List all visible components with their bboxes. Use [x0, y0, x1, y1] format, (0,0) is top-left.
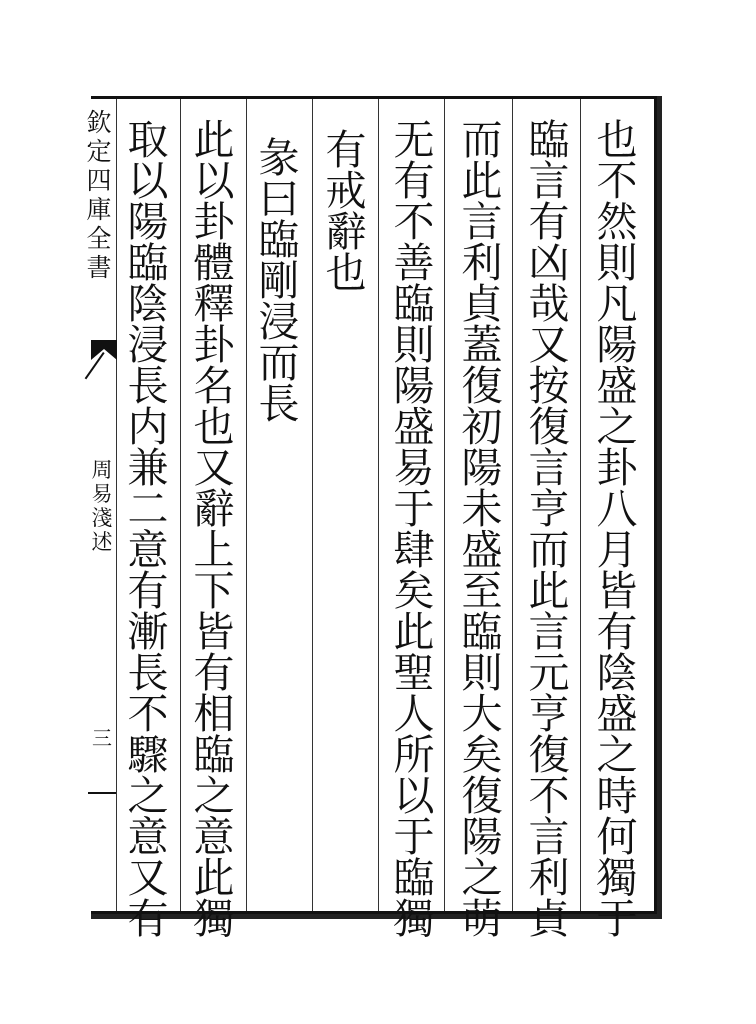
text-char: 貞 [461, 280, 503, 328]
text-char: 利 [528, 854, 570, 902]
text-char: 之 [127, 772, 169, 820]
text-char: 于 [393, 813, 435, 861]
text-char: 善 [393, 239, 435, 287]
text-char: 也 [325, 249, 367, 297]
text-char: 曰 [258, 175, 300, 223]
text-char: 聖 [393, 649, 435, 697]
text-char: 辭 [325, 208, 367, 256]
text-char: 按 [528, 362, 570, 410]
text-char: 戒 [325, 167, 367, 215]
text-char: 凡 [596, 280, 638, 328]
text-char: 此 [193, 854, 235, 902]
text-char: 意 [127, 526, 169, 574]
text-char: 凶 [528, 239, 570, 287]
text-char: 何 [596, 813, 638, 861]
text-char: 漸 [127, 608, 169, 656]
text-char: 陽 [461, 444, 503, 492]
text-char: 意 [193, 813, 235, 861]
text-char: 名 [193, 362, 235, 410]
column-rule [444, 99, 445, 911]
text-char: 以 [127, 157, 169, 205]
text-char: 易 [393, 444, 435, 492]
text-char: 釋 [193, 280, 235, 328]
text-column-2 [522, 116, 576, 943]
text-char: 此 [461, 157, 503, 205]
text-char: 不 [127, 690, 169, 738]
text-column-5 [319, 126, 373, 920]
text-char: 至 [461, 567, 503, 615]
text-char: 書 [86, 253, 112, 282]
text-char: 有 [127, 567, 169, 615]
text-char: 然 [596, 198, 638, 246]
text-char: 皆 [596, 567, 638, 615]
text-char: 下 [193, 567, 235, 615]
text-char: 又 [127, 854, 169, 902]
text-char: 庫 [86, 195, 112, 224]
text-char: 又 [528, 321, 570, 369]
text-char: 浸 [258, 298, 300, 346]
text-char: 以 [193, 157, 235, 205]
text-column-3 [455, 116, 509, 943]
text-char: 亨 [528, 690, 570, 738]
text-char: 復 [528, 731, 570, 779]
column-rule [180, 99, 181, 911]
text-char: 兼 [127, 444, 169, 492]
book-title [89, 458, 115, 554]
text-char: 内 [127, 403, 169, 451]
text-char: 之 [193, 772, 235, 820]
column-rule [580, 99, 581, 911]
text-char: 復 [461, 772, 503, 820]
text-char: 盛 [393, 403, 435, 451]
text-char: 陽 [127, 198, 169, 246]
text-char: 无 [393, 116, 435, 164]
text-char: 于 [393, 485, 435, 533]
text-char: 也 [193, 403, 235, 451]
frame-edge-right [657, 96, 662, 917]
column-rule [378, 99, 379, 911]
collection-title [84, 108, 114, 282]
text-column-4 [387, 116, 441, 943]
text-char: 臨 [461, 608, 503, 656]
text-char: 臨 [193, 731, 235, 779]
column-rule [512, 99, 513, 911]
text-char: 不 [528, 772, 570, 820]
text-char: 上 [193, 526, 235, 574]
text-char: 言 [461, 198, 503, 246]
text-char: 此 [193, 116, 235, 164]
text-char: 卦 [193, 321, 235, 369]
text-char: 剛 [258, 257, 300, 305]
text-char: 復 [528, 403, 570, 451]
text-char: 有 [528, 198, 570, 246]
text-char: 八 [596, 485, 638, 533]
text-char: 驟 [127, 731, 169, 779]
text-char: 意 [127, 813, 169, 861]
text-char: 陽 [461, 813, 503, 861]
text-char: 之 [596, 403, 638, 451]
text-char: 臨 [258, 216, 300, 264]
text-column-6 [252, 134, 306, 928]
text-char: 之 [461, 854, 503, 902]
text-char: 初 [461, 403, 503, 451]
text-char: 卦 [193, 198, 235, 246]
text-char: 亨 [528, 485, 570, 533]
text-char: 獨 [596, 854, 638, 902]
text-char: 臨 [393, 854, 435, 902]
text-char: 大 [461, 690, 503, 738]
text-char: 而 [528, 526, 570, 574]
text-char: 取 [127, 116, 169, 164]
text-char: 貞 [528, 895, 570, 943]
text-char: 萌 [461, 895, 503, 943]
text-char: 長 [127, 649, 169, 697]
text-char: 盛 [596, 690, 638, 738]
text-column-7 [187, 116, 241, 943]
text-char: 有 [193, 649, 235, 697]
text-char: 此 [393, 608, 435, 656]
text-char: 盛 [461, 526, 503, 574]
text-char: 長 [127, 362, 169, 410]
text-char: 長 [258, 380, 300, 428]
text-char: 述 [91, 530, 113, 554]
text-char: 于 [596, 895, 638, 943]
text-char: 人 [393, 690, 435, 738]
text-char: 時 [596, 772, 638, 820]
text-char: 蓋 [461, 321, 503, 369]
text-char: 周 [91, 458, 113, 482]
text-char: 之 [596, 731, 638, 779]
text-char: 言 [528, 444, 570, 492]
text-char: 辭 [193, 485, 235, 533]
text-char: 陰 [596, 649, 638, 697]
text-char: 卦 [596, 444, 638, 492]
text-char: 以 [393, 772, 435, 820]
text-char: 易 [91, 482, 113, 506]
text-char: 欽 [86, 108, 112, 137]
text-char: 彖 [258, 134, 300, 182]
text-column-8 [121, 116, 175, 943]
text-char: 則 [393, 321, 435, 369]
text-char: 言 [528, 608, 570, 656]
text-char: 臨 [393, 280, 435, 328]
text-char: 有 [393, 157, 435, 205]
text-char: 定 [86, 137, 112, 166]
text-char: 又 [193, 444, 235, 492]
text-char: 肆 [393, 526, 435, 574]
text-char: 獨 [193, 895, 235, 943]
text-char: 言 [528, 157, 570, 205]
text-char: 皆 [193, 608, 235, 656]
text-char: 不 [596, 157, 638, 205]
column-rule [116, 99, 117, 911]
text-char: 獨 [393, 895, 435, 943]
text-char: 也 [596, 116, 638, 164]
text-char: 體 [193, 239, 235, 287]
text-char: 復 [461, 362, 503, 410]
text-char: 陽 [393, 362, 435, 410]
text-column-1 [590, 116, 644, 943]
text-char: 有 [127, 895, 169, 943]
text-char: 則 [461, 649, 503, 697]
text-char: 利 [461, 239, 503, 287]
text-char: 矣 [461, 731, 503, 779]
text-char: 未 [461, 485, 503, 533]
text-char: 臨 [528, 116, 570, 164]
frame-edge-bottom [91, 914, 662, 919]
text-char: 有 [596, 608, 638, 656]
text-char: 而 [258, 339, 300, 387]
column-rule [312, 99, 313, 911]
text-char: 哉 [528, 280, 570, 328]
page-number: 三 [92, 726, 112, 750]
text-char: 淺 [91, 506, 113, 530]
text-char: 此 [528, 567, 570, 615]
text-char: 而 [461, 116, 503, 164]
text-char: 月 [596, 526, 638, 574]
text-char: 有 [325, 126, 367, 174]
text-char: 盛 [596, 362, 638, 410]
text-char: 二 [127, 485, 169, 533]
column-rule [246, 99, 247, 911]
text-char: 臨 [127, 239, 169, 287]
text-char: 元 [528, 649, 570, 697]
text-char: 相 [193, 690, 235, 738]
text-char: 矣 [393, 567, 435, 615]
text-char: 所 [393, 731, 435, 779]
text-char: 則 [596, 239, 638, 287]
text-char: 言 [528, 813, 570, 861]
text-char: 浸 [127, 321, 169, 369]
text-char: 陰 [127, 280, 169, 328]
text-char: 四 [86, 166, 112, 195]
margin-rule [88, 792, 116, 794]
text-char: 不 [393, 198, 435, 246]
text-char: 全 [86, 224, 112, 253]
text-char: 陽 [596, 321, 638, 369]
